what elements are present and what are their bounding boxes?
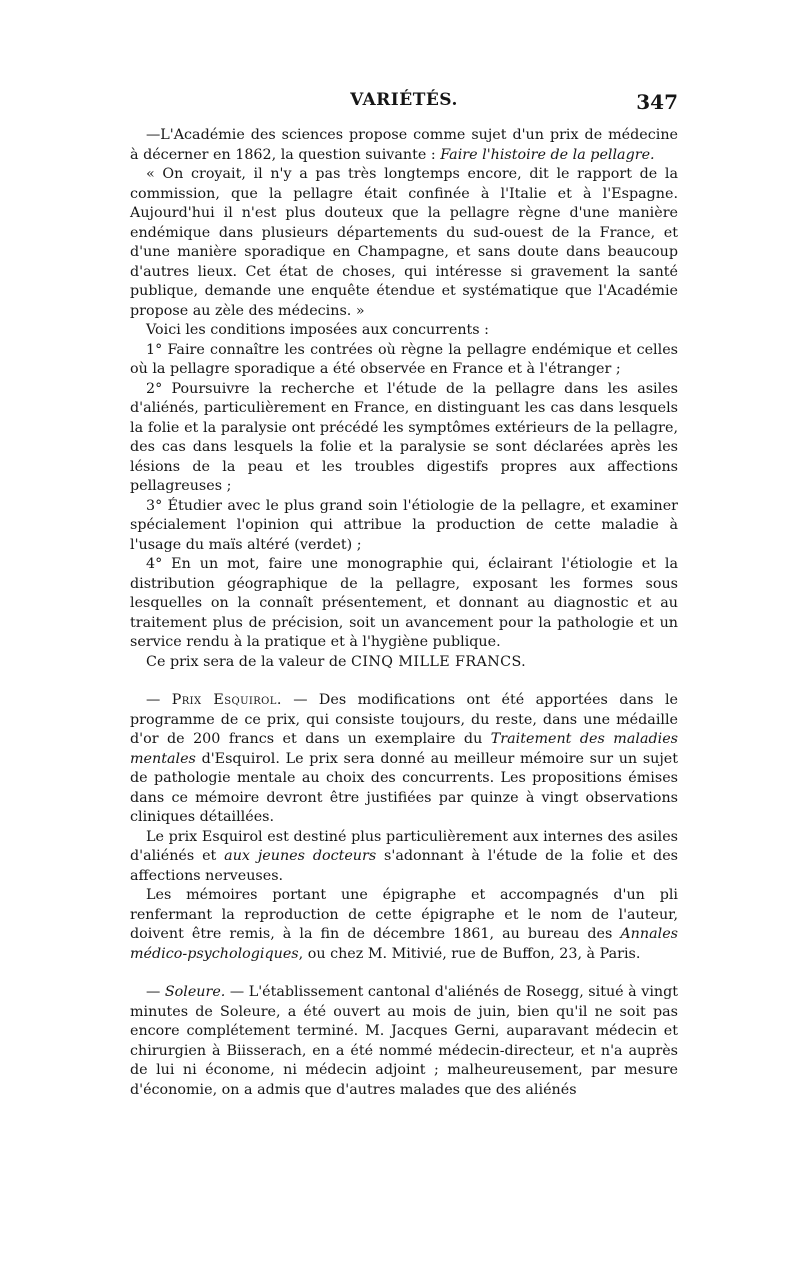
section-gap bbox=[130, 964, 678, 983]
esquirol-journal-title: Annales médico-psychologiques bbox=[130, 926, 678, 962]
esquirol-paragraph-1 bbox=[130, 691, 678, 828]
esquirol-text-1: — Des modifications ont été apportées dans le programme de ce prix, qui consiste toujours, du reste, dans une médaille d'or de 200 francs et dans un exemplaire du bbox=[130, 692, 678, 747]
pellagre-condition-3: 3° Étudier avec le plus grand soin l'étiologie de la pellagre, et examiner spécialement l'opinion qui attribue la production de cette maladie à l'usage du maïs altéré (verdet) ; bbox=[130, 497, 678, 553]
pellagre-value-text: Ce prix sera de la valeur de bbox=[146, 653, 347, 670]
pellagre-prize-value bbox=[130, 653, 678, 673]
soleure-dash: — bbox=[146, 984, 161, 1000]
esquirol-dash: — bbox=[146, 692, 161, 708]
esquirol-heading: Prix Esquirol. bbox=[171, 692, 282, 708]
pellagre-conditions-intro: Voici les conditions imposées aux concurrents : bbox=[146, 322, 489, 338]
soleure-paragraph bbox=[130, 983, 678, 1100]
pellagre-condition-4: 4° En un mot, faire une monographie qui, éclairant l'étiologie et la distribution géographique de la pellagre, exposant les formes sous lesquelles on la connaît présentement, et donnant au diagnostic et au traitement plus de précision, soit un avancement pour la pathologie et un service rendu à la pratique et à l'hygiène publique. bbox=[130, 556, 678, 650]
esquirol-text-2: d'Esquirol. Le prix sera donné au meilleur mémoire sur un sujet de pathologie mentale au choix des concurrents. Les propositions émises dans ce mémoire devront être justifiées par quinze à vingt observations cliniques détaillées. bbox=[130, 750, 678, 825]
soleure-heading: Soleure. bbox=[164, 984, 226, 1000]
esquirol-book-title: Traitement des maladies mentales bbox=[130, 731, 679, 767]
esquirol-p3-text-b: , ou chez M. Mitivié, rue de Buffon, 23, à Paris. bbox=[298, 945, 641, 962]
section-soleure bbox=[130, 983, 678, 1100]
esquirol-paragraph-2 bbox=[130, 828, 678, 887]
running-title: VARIÉTÉS. bbox=[350, 90, 458, 110]
pellagre-question-title: Faire l'histoire de la pellagre. bbox=[440, 146, 655, 163]
esquirol-p3-text-a: Les mémoires portant une épigraphe et accompagnés d'un pli renfermant la reproduction de cette épigraphe et le nom de l'auteur, doivent être remis, à la fin de décembre 1861, au bureau des bbox=[130, 887, 678, 942]
pellagre-condition-2: 2° Poursuivre la recherche et l'étude de la pellagre dans les asiles d'aliénés, particulièrement en France, en distinguant les cas dans lesquels la folie et la paralysie ont précédé les symptômes extérieurs de la pellagre, des cas dans lesquels la folie et la paralysie se sont déclarées après les lésions de la peau et les troubles digestifs propres aux affections pellagreuses ; bbox=[130, 380, 678, 494]
esquirol-p2-text-a: Le prix Esquirol est destiné plus particulièrement aux internes des asiles d'aliénés et bbox=[130, 828, 678, 864]
section-pellagre bbox=[130, 126, 678, 672]
esquirol-paragraph-3 bbox=[130, 886, 678, 964]
pellagre-quote: « On croyait, il n'y a pas très longtemps encore, dit le rapport de la commission, que la pellagre était confinée à l'Italie et à l'Espagne. Aujourd'hui il n'est plus douteux que la pellagre règne d'une manière endémique dans plusieurs départements du sud-ouest de la France, et d'une manière sporadique en Champagne, et sans doute dans beaucoup d'autres lieux. Cet état de choses, qui intéresse si gravement la santé publique, demande une enquête étendue et systématique que l'Académie propose au zèle des médecins. » bbox=[130, 166, 678, 319]
soleure-text: — L'établissement cantonal d'aliénés de Rosegg, situé à vingt minutes de Soleure, a été ouvert au mois de juin, bien qu'il ne soit pas encore complétement terminé. M. Jacques Gerni, auparavant médecin et chirurgien à Biisserach, en a été nommé médecin-directeur, et n'a auprès de lui ni économe, ni médecin adjoint ; malheureusement, par mesure d'économie, on a admis que d'autres malades que des aliénés bbox=[130, 984, 679, 1098]
pellagre-value-amount: CINQ MILLE FRANCS. bbox=[351, 653, 527, 670]
pellagre-condition-1: 1° Faire connaître les contrées où règne la pellagre endémique et celles où la pellagre sporadique a été observée en France et à l'étranger ; bbox=[130, 341, 678, 377]
section-esquirol bbox=[130, 691, 678, 964]
esquirol-p2-text-b: s'adonnant à l'étude de la folie et des affections nerveuses. bbox=[130, 848, 679, 884]
section-gap bbox=[130, 672, 678, 691]
pellagre-intro: —L'Académie des sciences propose comme sujet d'un prix de médecine à décerner en 1862, la question suivante : bbox=[130, 127, 678, 163]
running-header bbox=[130, 90, 678, 116]
page-body bbox=[130, 126, 678, 1100]
pellagre-intro-paragraph bbox=[130, 126, 678, 165]
esquirol-p2-italic: aux jeunes docteurs bbox=[224, 848, 377, 864]
page-number: 347 bbox=[636, 90, 678, 114]
